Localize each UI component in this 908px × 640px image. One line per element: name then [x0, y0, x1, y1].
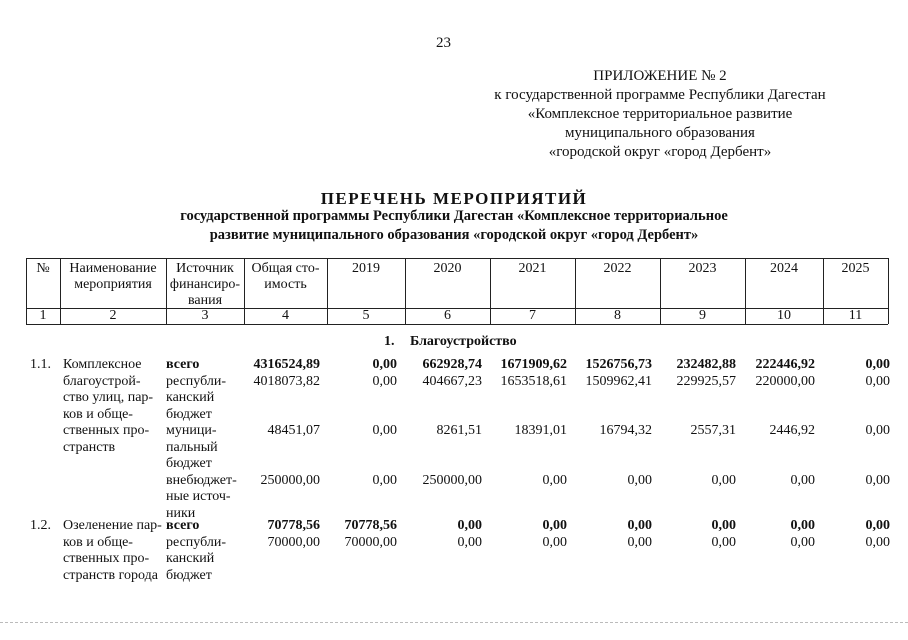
- funding-source-line: всего: [166, 518, 200, 533]
- funding-source-line: республи-: [166, 373, 226, 389]
- funding-source-line: канский: [166, 551, 215, 566]
- funding-source-line: бюджет: [166, 406, 212, 422]
- funding-source-line: бюджет: [166, 567, 212, 583]
- item-name-line: благоустрой-: [63, 373, 141, 389]
- column-header: [745, 261, 823, 277]
- item-name-line: ков и обще-: [63, 406, 133, 422]
- table-cell-value: 0,00: [372, 472, 397, 488]
- column-header-line: 2025: [841, 261, 870, 276]
- table-cell-value: 0,00: [627, 472, 652, 488]
- item-name-line: Озеленение пар-: [63, 518, 162, 533]
- table-cell-value: 0,00: [865, 423, 890, 438]
- table-cell-value: 0,00: [711, 472, 736, 488]
- column-header-line: Источник: [176, 261, 234, 276]
- appendix-line: «Комплексное территориальное развитие: [527, 106, 793, 122]
- page-edge-divider: [0, 622, 908, 623]
- column-number: 8: [614, 308, 621, 323]
- table-cell-value: 222446,92: [755, 357, 815, 372]
- column-number: 3: [201, 308, 209, 323]
- table-cell-value: 0,00: [457, 534, 482, 550]
- column-header: [26, 261, 60, 277]
- funding-source-line: всего: [166, 357, 200, 372]
- table-cell-value: 0,00: [790, 518, 815, 533]
- table-cell-value: 18391,01: [514, 423, 567, 438]
- table-cell-value: 48451,07: [267, 423, 320, 438]
- column-header-line: Наименование: [69, 261, 157, 276]
- table-cell-value: 0,00: [627, 518, 652, 533]
- funding-source-line: внебюджет-: [166, 472, 237, 488]
- item-name-line: ственных про-: [63, 551, 150, 566]
- item-name-line: Комплексное: [63, 357, 142, 372]
- table-cell-value: 0,00: [711, 534, 736, 550]
- column-header-line: 2020: [433, 261, 462, 276]
- table-cell-value: 404667,23: [422, 373, 482, 389]
- table-cell-value: 70778,56: [267, 518, 320, 533]
- table-cell-value: 70000,00: [344, 534, 397, 550]
- table-cell-value: 250000,00: [260, 472, 320, 488]
- document-title: ПЕРЕЧЕНЬ МЕРОПРИЯТИЙ: [320, 189, 588, 208]
- funding-source-line: ные источ-: [166, 489, 231, 504]
- table-cell-value: 0,00: [542, 472, 567, 488]
- column-number: 1: [39, 308, 47, 323]
- column-header-line: Общая сто-: [251, 261, 320, 276]
- funding-source-line: пальный: [166, 439, 218, 455]
- table-cell-value: 1653518,61: [500, 373, 567, 389]
- column-header: [490, 261, 575, 277]
- table-cell-value: 0,00: [790, 534, 815, 550]
- section-title: Благоустройство: [410, 334, 517, 349]
- funding-source-line: муници-: [166, 423, 217, 438]
- table-cell-value: 0,00: [790, 472, 815, 488]
- table-cell-value: 8261,51: [436, 423, 482, 438]
- column-header-line: финансиро-: [169, 277, 241, 292]
- table-cell-value: 0,00: [865, 357, 890, 372]
- column-header-line: 2019: [352, 261, 380, 276]
- column-header-line: 2021: [518, 261, 547, 276]
- item-number: 1.1.: [30, 357, 51, 372]
- column-number: 10: [777, 308, 791, 323]
- page-number: 23: [436, 35, 451, 51]
- appendix-line: к государственной программе Республики Дагестан: [494, 87, 826, 103]
- table-cell-value: 0,00: [711, 518, 736, 533]
- table-rule-horizontal: [26, 324, 888, 325]
- table-rule-horizontal: [26, 258, 888, 259]
- column-number: 7: [529, 308, 536, 323]
- column-header-line: 2023: [688, 261, 717, 276]
- table-cell-value: 0,00: [865, 472, 890, 488]
- table-cell-value: 0,00: [372, 357, 397, 372]
- item-name-line: ков и обще-: [63, 534, 133, 550]
- table-cell-value: 0,00: [865, 534, 890, 550]
- table-cell-value: 1671909,62: [500, 357, 567, 372]
- table-cell-value: 220000,00: [755, 373, 815, 389]
- table-cell-value: 0,00: [865, 518, 890, 533]
- table-cell-value: 0,00: [542, 534, 567, 550]
- section-number: 1.: [384, 334, 395, 349]
- item-number: 1.2.: [30, 518, 51, 533]
- table-cell-value: 229925,57: [676, 373, 736, 389]
- column-number: 11: [848, 308, 863, 323]
- funding-source-line: республи-: [166, 534, 226, 550]
- item-name-line: странств города: [63, 567, 158, 583]
- item-name-line: ственных про-: [63, 423, 150, 438]
- column-number: 5: [362, 308, 370, 323]
- table-cell-value: 0,00: [627, 534, 652, 550]
- table-cell-value: 4018073,82: [253, 373, 320, 389]
- column-header-line: мероприятия: [74, 277, 152, 292]
- column-header: [60, 261, 166, 293]
- column-header-line: имость: [264, 277, 307, 292]
- table-cell-value: 70000,00: [267, 534, 320, 550]
- table-cell-value: 0,00: [372, 423, 397, 438]
- table-cell-value: 1526756,73: [585, 357, 652, 372]
- appendix-line: ПРИЛОЖЕНИЕ № 2: [593, 68, 727, 84]
- column-header: [575, 261, 660, 277]
- column-header: [823, 261, 888, 277]
- appendix-block: [470, 67, 850, 162]
- table-cell-value: 0,00: [457, 518, 482, 533]
- column-header: [405, 261, 490, 277]
- table-cell-value: 70778,56: [344, 518, 397, 533]
- table-cell-value: 0,00: [865, 373, 890, 389]
- column-header: [327, 261, 405, 277]
- item-name-line: ство улиц, пар-: [63, 390, 154, 405]
- table-cell-value: 0,00: [542, 518, 567, 533]
- column-number: 2: [109, 308, 117, 323]
- column-header-line: №: [36, 261, 50, 276]
- column-header-line: 2024: [770, 261, 798, 276]
- table-cell-value: 16794,32: [599, 423, 652, 438]
- column-header: [660, 261, 745, 277]
- column-header: [244, 261, 327, 293]
- document-subtitle-line: развитие муниципального образования «городской округ «город Дербент»: [209, 227, 699, 243]
- funding-source-line: канский: [166, 390, 215, 405]
- table-cell-value: 232482,88: [676, 357, 736, 372]
- table-cell-value: 0,00: [372, 373, 397, 389]
- table-cell-value: 250000,00: [422, 472, 482, 488]
- appendix-line: муниципального образования: [565, 125, 755, 141]
- table-rule-vertical: [888, 258, 889, 324]
- table-cell-value: 2557,31: [690, 423, 736, 438]
- appendix-line: «городской округ «город Дербент»: [548, 144, 772, 160]
- funding-source-line: ники: [166, 505, 196, 521]
- column-header-line: вания: [187, 293, 223, 308]
- table-cell-value: 4316524,89: [253, 357, 320, 372]
- column-header-line: 2022: [603, 261, 632, 276]
- column-number: 4: [282, 308, 289, 323]
- document-subtitle-line: государственной программы Республики Дагестан «Комплексное территориальное: [180, 208, 728, 224]
- column-header: [166, 261, 244, 309]
- table-cell-value: 2446,92: [769, 423, 815, 438]
- funding-source-line: бюджет: [166, 456, 212, 471]
- column-number: 6: [444, 308, 451, 323]
- table-cell-value: 1509962,41: [585, 373, 652, 389]
- table-cell-value: 662928,74: [422, 357, 482, 372]
- column-number: 9: [699, 308, 706, 323]
- item-name-line: странств: [63, 439, 116, 455]
